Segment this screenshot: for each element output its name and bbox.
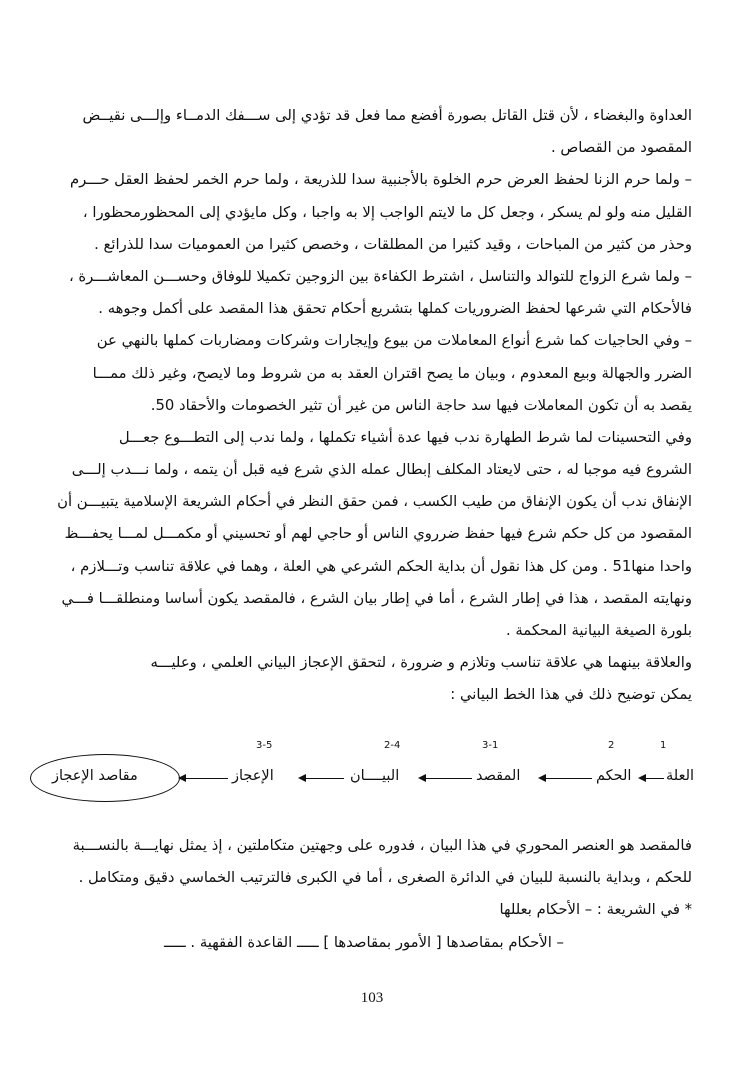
text-line: واحدا منها51 . ومن كل هذا نقول أن بداية الحكم الشرعي هي العلة ، وهما في علاقة تناسب وتـــلازم ،: [70, 557, 692, 575]
diagram-label-statement: البيــــان: [350, 768, 400, 784]
text-line: يقصد به أن تكون المعاملات فيها سد حاجة الناس من غير أن تثير الخصومات والأحقاد 50.: [150, 396, 692, 414]
text-line: القليل منه ولو لم يسكر ، وجعل كل ما لايتم الواجب إلا به واجبا ، وكل مايؤدي إلى المحظورمحظورا ،: [82, 203, 692, 221]
text-line: فالمقصد هو العنصر المحوري في هذا البيان ، فدوره على وجهتين متكاملتين ، إذ يمثل نهايـــة بالنســـبة: [72, 837, 692, 854]
arrow-icon: [540, 778, 592, 779]
page-number: 103: [360, 990, 384, 1006]
text-line: – وفي الحاجيات كما شرع أنواع المعاملات من بيوع وإيجارات وشركات ومضاربات كملها بالنهي عن: [96, 332, 692, 350]
diagram-label-ruling: الحكم: [596, 768, 632, 784]
text-line: للحكم ، وبداية بالنسبة للبيان في الدائرة الصغرى ، أما في الكبرى فالترتيب الخماسي دقيق ومتكامل .: [78, 869, 692, 887]
diagram-number: 2-4: [384, 740, 401, 751]
arrow-icon: [300, 778, 344, 779]
text-line: والعلاقة بينهما هي علاقة تناسب وتلازم و ضرورة ، لتحقق الإعجاز البياني العلمي ، وعليـــه: [150, 654, 692, 672]
diagram-label-miracle: الإعجاز: [232, 768, 274, 784]
diagram-number: 3-5: [256, 740, 273, 751]
text-line: فالأحكام التي شرعها لحفظ الضروريات كملها بتشريع أحكام تحقق هذا المقصد على أكمل وجوهه .: [98, 300, 692, 318]
arrow-icon: [420, 778, 472, 779]
body-text: [36, 100, 692, 712]
text-line: يمكن توضيح ذلك في هذا الخط البياني :: [450, 686, 692, 704]
arrow-icon: [640, 778, 664, 779]
closing-text: [36, 830, 692, 959]
text-line: – الأحكام بمقاصدها [ الأمور بمقاصدها ] ـــــ القاعدة الفقهية . ـــــ: [164, 933, 564, 951]
text-line: – ولما حرم الزنا لحفظ العرض حرم الخلوة بالأجنبية سدا للذريعة ، ولما حرم الخمر لحفظ العقل حـــرم: [70, 171, 692, 189]
diagram-label-purpose: المقصد: [476, 768, 521, 784]
text-line: العداوة والبغضاء ، لأن قتل القاتل بصورة أفضع مما فعل قد تؤدي إلى ســـفك الدمــاء وإلـــى نقيــض: [82, 107, 692, 124]
diagram-label-cause: العلة: [666, 768, 695, 784]
text-line: وفي التحسينات لما شرط الطهارة ندب فيها عدة أشياء تكملها ، ولما ندب إلى التطـــوع جعـــل: [118, 428, 692, 446]
text-line: المقصود من كل حكم شرع فيها حفظ ضرروي الناس أو حاجي لهم أو تحسيني أو مكمـــل لمـــا يحفـــظ: [64, 525, 692, 543]
diagram-number: 2: [608, 740, 615, 751]
diagram-number: 1: [660, 740, 667, 751]
text-line: الضرر والجهالة وبيع المعدوم ، وبيان ما يصح اقتران العقد به من شروط وما لايصح، وغير ذلك ممـــا: [92, 364, 692, 382]
text-line: المقصود من القصاص .: [550, 139, 692, 157]
text-line: وحذر من كثير من المباحات ، وقيد كثيرا من المطلقات ، وخصص كثيرا من العموميات سدا للذرائع .: [94, 235, 692, 253]
diagram-number: 3-1: [482, 740, 499, 751]
text-line: الإنفاق ندب أن يكون الإنفاق من طيب الكسب ، فمن حقق النظر في أحكام الشريعة الإسلامية يتبيـــن أن: [57, 493, 692, 511]
diagram-label-miracle-purposes: مقاصد الإعجاز: [52, 768, 138, 784]
text-line: ونهايته المقصد ، هذا في إطار الشرع ، أما في إطار بيان الشرع ، فالمقصد يكون أساسا ومنطلقـــا فـــي: [61, 589, 692, 607]
flow-diagram: [20, 740, 700, 820]
arrow-icon: [180, 778, 228, 779]
text-line: بلورة الصيغة البيانية المحكمة .: [505, 622, 692, 639]
text-line: – ولما شرع الزواج للتوالد والتناسل ، اشترط الكفاءة بين الزوجين تكميلا للوفاق وحســـن المعاشـــرة ،: [68, 267, 692, 285]
text-line: * في الشريعة : – الأحكام بعللها: [499, 901, 692, 919]
text-line: الشروع فيه موجبا له ، حتى لايعتاد المكلف إبطال عمله الذي شرع فيه قبل أن يتمه ، ولما نـــدب إلـــى: [71, 461, 692, 479]
